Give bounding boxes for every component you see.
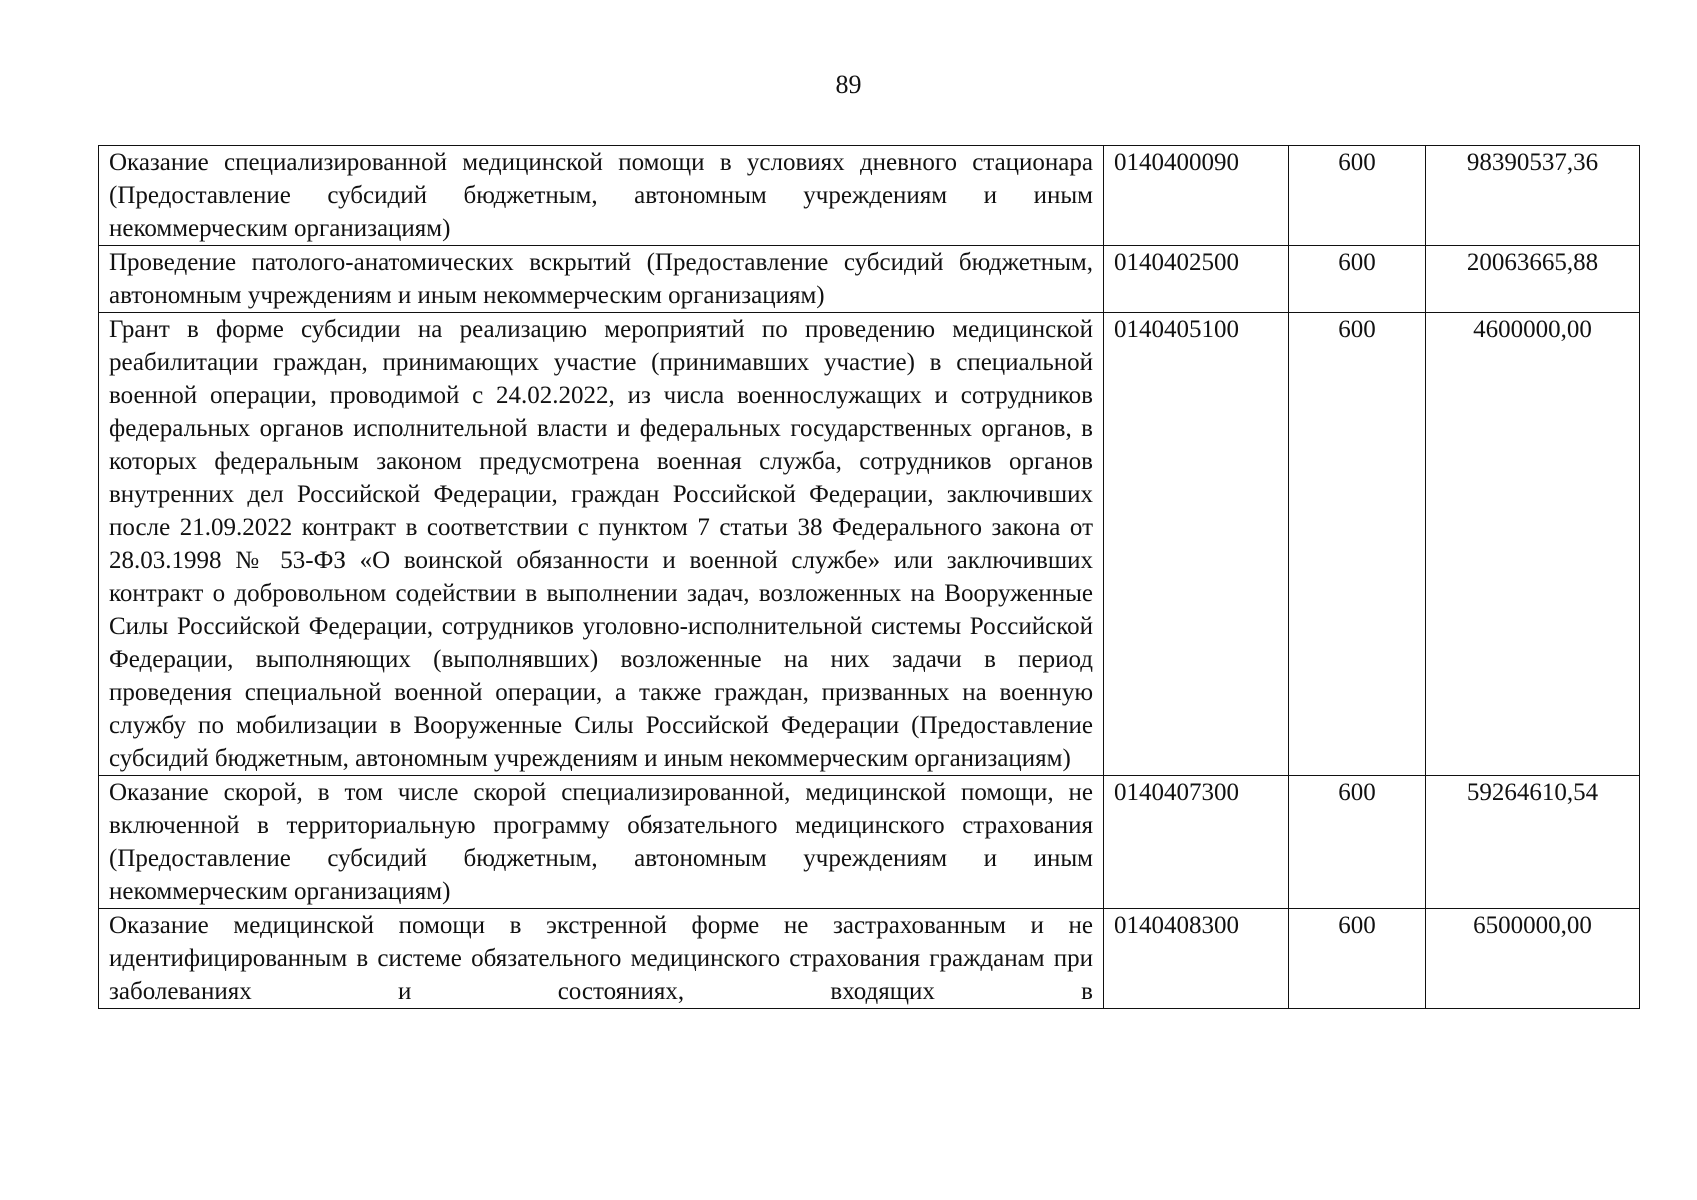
row-expense-type: 600 xyxy=(1289,909,1426,1009)
row-code: 0140405100 xyxy=(1104,313,1289,776)
row-amount: 4600000,00 xyxy=(1426,313,1640,776)
table-row xyxy=(99,246,1640,313)
row-amount: 6500000,00 xyxy=(1426,909,1640,1009)
row-code: 0140402500 xyxy=(1104,246,1289,313)
table-row xyxy=(99,313,1640,776)
table-row xyxy=(99,776,1640,909)
row-code: 0140400090 xyxy=(1104,146,1289,246)
row-amount: 20063665,88 xyxy=(1426,246,1640,313)
table-row xyxy=(99,909,1640,1009)
budget-table xyxy=(98,145,1640,1009)
row-expense-type: 600 xyxy=(1289,246,1426,313)
row-expense-type: 600 xyxy=(1289,146,1426,246)
row-expense-type: 600 xyxy=(1289,313,1426,776)
row-amount: 59264610,54 xyxy=(1426,776,1640,909)
row-description: Оказание специализированной медицинской помощи в условиях дневного стационара (Предоставление субсидий бюджетным, автономным учреждениям и иным некоммерческим организациям) xyxy=(99,146,1104,246)
row-description: Оказание медицинской помощи в экстренной форме не застрахованным и не идентифицированным в системе обязательного медицинского страхования гражданам при заболеваниях и состояниях, входящих в xyxy=(99,909,1104,1009)
row-amount: 98390537,36 xyxy=(1426,146,1640,246)
row-description: Грант в форме субсидии на реализацию мероприятий по проведению медицинской реабилитации граждан, принимающих участие (принимавших участие) в специальной военной операции, проводимой с 24.02.2022, из числа военнослужащих и сотрудников федеральных органов исполнительной власти и федеральных государственных органов, в которых федеральным законом предусмотрена военная служба, сотрудников органов внутренних дел Российской Федерации, граждан Российской Федерации, заключивших после 21.09.2022 контракт в соответствии с пунктом 7 статьи 38 Федерального закона от 28.03.1998 № 53-ФЗ «О воинской обязанности и военной службе» или заключивших контракт о добровольном содействии в выполнении задач, возложенных на Вооруженные Силы Российской Федерации, сотрудников уголовно-исполнительной системы Российской Федерации, выполняющих (выполнявших) возложенные на них задачи в период проведения специальной военной операции, а также граждан, призванных на военную службу по мобилизации в Вооруженные Силы Российской Федерации (Предоставление субсидий бюджетным, автономным учреждениям и иным некоммерческим организациям) xyxy=(99,313,1104,776)
row-expense-type: 600 xyxy=(1289,776,1426,909)
row-code: 0140407300 xyxy=(1104,776,1289,909)
row-description: Проведение патолого-анатомических вскрытий (Предоставление субсидий бюджетным, автономным учреждениям и иным некоммерческим организациям) xyxy=(99,246,1104,313)
row-code: 0140408300 xyxy=(1104,909,1289,1009)
table-row xyxy=(99,146,1640,246)
row-description: Оказание скорой, в том числе скорой специализированной, медицинской помощи, не включенной в территориальную программу обязательного медицинского страхования (Предоставление субсидий бюджетным, автономным учреждениям и иным некоммерческим организациям) xyxy=(99,776,1104,909)
page-number: 89 xyxy=(835,70,862,99)
